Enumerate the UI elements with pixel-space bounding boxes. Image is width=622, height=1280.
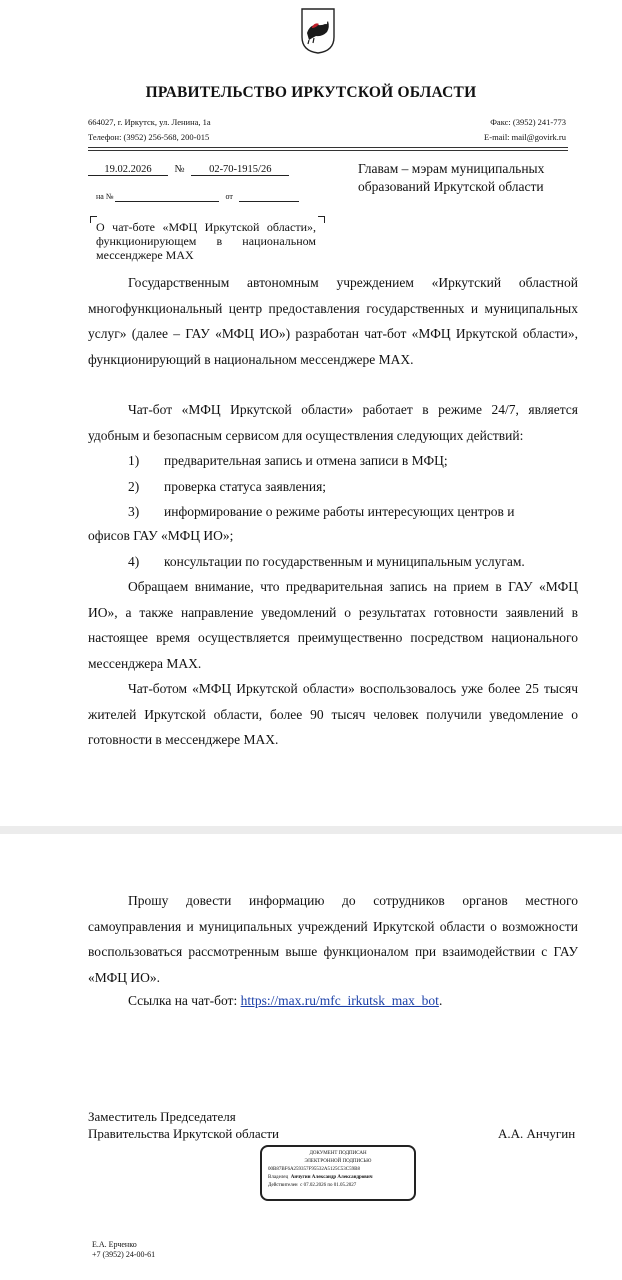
document-date: 19.02.2026 [88, 164, 168, 176]
header-email: E-mail: mail@govirk.ru [484, 132, 566, 142]
executor-phone: +7 (3952) 24-00-61 [92, 1250, 156, 1259]
outgoing-registration [88, 164, 289, 176]
government-title: ПРАВИТЕЛЬСТВО ИРКУТСКОЙ ОБЛАСТИ [145, 84, 477, 101]
ref-number-blank [115, 192, 219, 202]
subject-corner-right [318, 216, 325, 223]
paragraph-1: Государственным автономным учреждением «Иркутский областной многофункциональный центр предоставления государственных и муниципальных услуг» (далее – ГАУ «МФЦ ИО») разработан чат-бот «МФЦ Иркутской области», функционирующий в национальном мессенджере MAX. [88, 275, 578, 367]
header-rule-top [88, 147, 568, 148]
paragraph-5: Прошу довести информацию до сотрудников органов местного самоуправления и муниципальных учреждений Иркутской области о возможности воспользоваться рассмотренным выше функционалом при взаимодействии с ГАУ «МФЦ ИО». [88, 893, 578, 985]
list-item: 4) консультации по государственным и муниципальным услугам. [128, 554, 525, 569]
stamp-owner: Владелец Анчугин Александр Александрович [268, 1175, 373, 1180]
ref-date-blank [239, 192, 299, 202]
list-item: 1) предварительная запись и отмена записи в МФЦ; [128, 453, 448, 468]
signatory-name: А.А. Анчугин [498, 1126, 576, 1141]
document-number: 02-70-1915/26 [191, 164, 289, 176]
paragraph-2: Чат-бот «МФЦ Иркутской области» работает в режиме 24/7, является удобным и безопасным сервисом для осуществления следующих действий: [88, 402, 578, 443]
executor-name: Е.А. Ерченко [92, 1240, 137, 1249]
addressee [358, 160, 544, 196]
electronic-signature-stamp [260, 1145, 416, 1201]
list-item-continuation: офисов ГАУ «МФЦ ИО»; [88, 528, 234, 543]
stamp-line-2: ЭЛЕКТРОННОЙ ПОДПИСЬЮ [304, 1159, 372, 1164]
page-separator [0, 826, 622, 834]
paragraph-4: Чат-ботом «МФЦ Иркутской области» воспользовалось уже более 25 тысяч жителей Иркутской области, более 90 тысяч человек получили уведомление о готовности в мессенджере MAX. [88, 681, 578, 747]
list-item: 2) проверка статуса заявления; [128, 479, 327, 494]
addressee-line-2: образований Иркутской области [358, 179, 544, 194]
header-phone: Телефон: (3952) 256-568, 200-015 [88, 132, 210, 142]
link-paragraph [88, 988, 578, 1014]
incoming-reference [96, 192, 299, 202]
stamp-certificate: 00B87BF6A259357F95532A5125C53C59B8 [268, 1167, 360, 1172]
link-suffix: . [438, 993, 443, 1008]
signatory-position [88, 1108, 279, 1142]
letter-subject: О чат-боте «МФЦ Иркутской области», функционирующем в национальном мессенджере MAX [96, 220, 316, 262]
from-label: от [225, 192, 233, 201]
link-label: Ссылка на чат-бот: [128, 993, 241, 1008]
header-fax: Факс: (3952) 241-773 [490, 117, 566, 127]
addressee-line-1: Главам – мэрам муниципальных [358, 161, 545, 176]
chatbot-link[interactable]: https://max.ru/mfc_irkutsk_max_bot [240, 993, 439, 1008]
stamp-validity: Действителен с 07.02.2026 по 01.05.2027 [268, 1183, 357, 1188]
paragraph-3: Обращаем внимание, что предварительная запись на прием в ГАУ «МФЦ ИО», а также направление уведомлений о результатах готовности заявлений в настоящее время осуществляется преимущественно посредством национального мессенджера MAX. [88, 579, 578, 671]
executor-info [92, 1240, 155, 1260]
coat-of-arms-icon [300, 7, 336, 55]
number-sign: № [174, 164, 185, 175]
signatory-position-line-2: Правительства Иркутской области [88, 1126, 280, 1141]
header-address: 664027, г. Иркутск, ул. Ленина, 1а [88, 117, 211, 127]
header-rule-bottom [88, 150, 568, 151]
ref-label: на № [96, 192, 114, 201]
signatory-position-line-1: Заместитель Председателя [88, 1109, 236, 1124]
list-item: 3) информирование о режиме работы интересующих центров и [128, 504, 515, 519]
stamp-line-1: ДОКУМЕНТ ПОДПИСАН [309, 1151, 367, 1156]
